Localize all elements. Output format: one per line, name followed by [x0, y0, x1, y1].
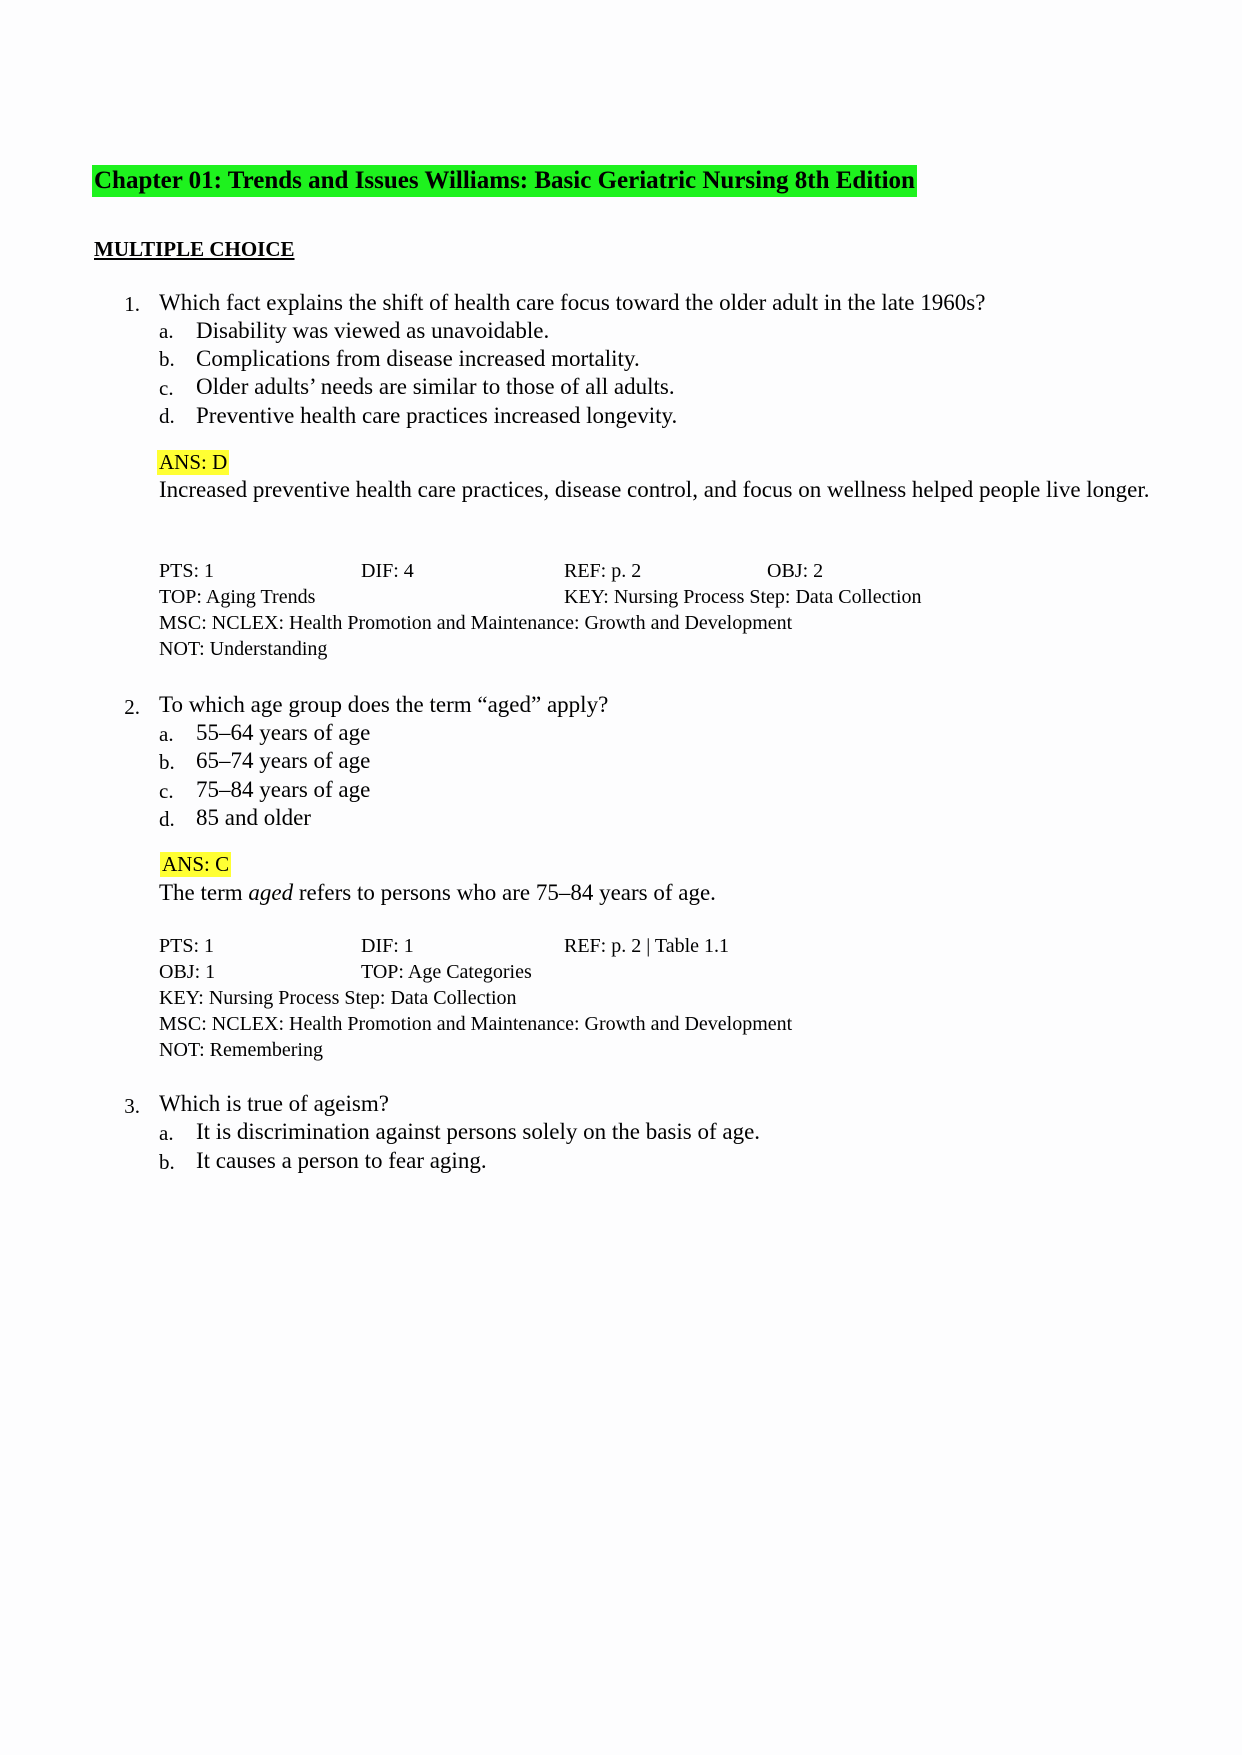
option-letter: a. [159, 722, 174, 746]
option-text: 75–84 years of age [196, 777, 371, 802]
meta-dif: DIF: 4 [361, 560, 414, 582]
option-text: 85 and older [196, 805, 311, 830]
option-text: Disability was viewed as unavoidable. [196, 318, 550, 343]
question-number: 1. [124, 292, 140, 316]
option-text: Older adults’ needs are similar to those of all adults. [196, 374, 675, 399]
meta-not: NOT: Understanding [159, 638, 328, 660]
option-text: It causes a person to fear aging. [196, 1148, 487, 1173]
meta-pts: PTS: 1 [159, 935, 215, 957]
meta-obj: OBJ: 2 [767, 560, 824, 582]
option-letter: b. [159, 347, 175, 371]
option-text: Complications from disease increased mortality. [196, 346, 640, 371]
meta-msc: MSC: NCLEX: Health Promotion and Maintenance: Growth and Development [159, 1013, 793, 1035]
section-heading: MULTIPLE CHOICE [94, 237, 295, 261]
rationale-emphasis: aged [248, 880, 294, 905]
option-letter: c. [159, 779, 174, 803]
meta-ref: REF: p. 2 | Table 1.1 [564, 935, 730, 957]
rationale-text [159, 879, 1169, 907]
option-letter: c. [159, 376, 174, 400]
question-number: 3. [124, 1094, 140, 1118]
question-stem: Which fact explains the shift of health care focus toward the older adult in the late 1960s? [159, 290, 986, 315]
meta-key: KEY: Nursing Process Step: Data Collection [564, 586, 922, 608]
option-letter: d. [159, 404, 175, 428]
meta-dif: DIF: 1 [361, 935, 414, 957]
answer-badge: ANS: C [162, 852, 230, 876]
option-letter: a. [159, 319, 174, 343]
option-text: 65–74 years of age [196, 748, 371, 773]
meta-msc: MSC: NCLEX: Health Promotion and Maintenance: Growth and Development [159, 612, 793, 634]
meta-key: KEY: Nursing Process Step: Data Collection [159, 987, 517, 1009]
answer-badge: ANS: D [159, 450, 228, 474]
meta-ref: REF: p. 2 [564, 560, 642, 582]
meta-obj: OBJ: 1 [159, 961, 216, 983]
option-text: It is discrimination against persons solely on the basis of age. [196, 1119, 761, 1144]
meta-not: NOT: Remembering [159, 1039, 323, 1061]
question-number: 2. [124, 695, 140, 719]
meta-top: TOP: Age Categories [361, 961, 532, 983]
meta-pts: PTS: 1 [159, 560, 215, 582]
option-text: 55–64 years of age [196, 720, 371, 745]
option-letter: b. [159, 750, 175, 774]
option-text: Preventive health care practices increased longevity. [196, 403, 678, 428]
meta-top: TOP: Aging Trends [159, 586, 316, 608]
rationale-text: Increased preventive health care practices, disease control, and focus on wellness helped people live longer. [159, 477, 1150, 502]
option-letter: d. [159, 807, 175, 831]
question-stem: Which is true of ageism? [159, 1091, 389, 1116]
rationale-part: The term [159, 880, 249, 905]
option-letter: b. [159, 1150, 175, 1174]
rationale-part: refers to persons who are 75–84 years of age. [293, 880, 716, 905]
option-letter: a. [159, 1121, 174, 1145]
chapter-title: Chapter 01: Trends and Issues Williams: Basic Geriatric Nursing 8th Edition [92, 165, 917, 197]
question-stem: To which age group does the term “aged” apply? [159, 692, 609, 717]
